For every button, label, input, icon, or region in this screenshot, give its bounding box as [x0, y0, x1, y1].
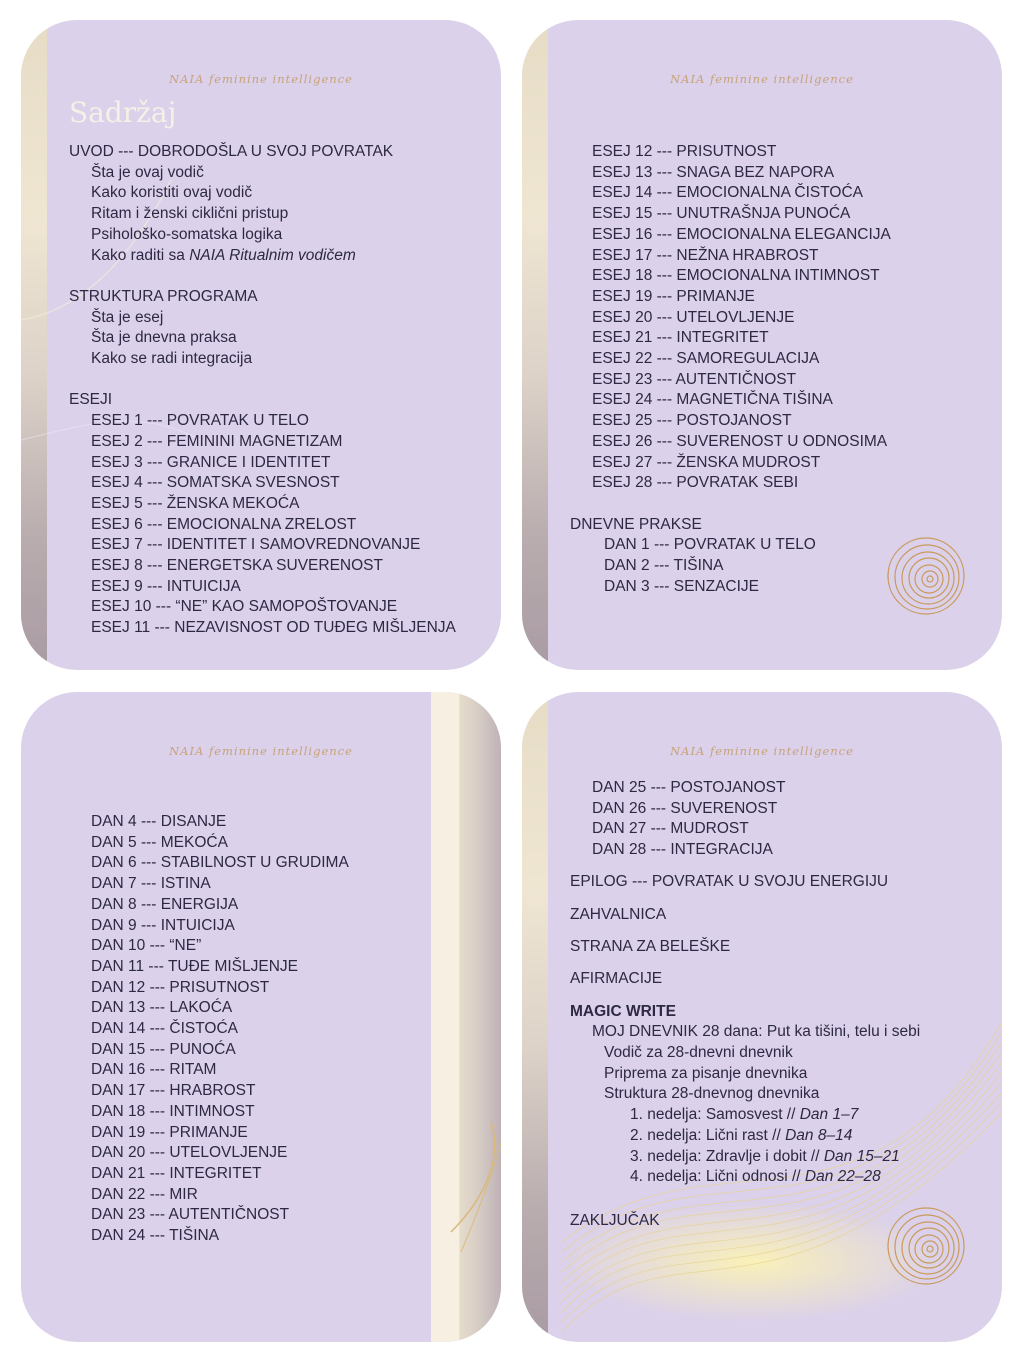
toc-entry: Kako koristiti ovaj vodič [91, 184, 253, 202]
toc-entry: ESEJ 18 --- EMOCIONALNA INTIMNOST [592, 267, 880, 285]
toc-entry: 3. nedelja: Zdravlje i dobit // Dan 15–21 [630, 1147, 900, 1165]
naia-spiral-logo [886, 532, 966, 632]
toc-entry: Kako raditi sa NAIA Ritualnim vodičem [91, 246, 356, 264]
toc-entry: DAN 8 --- ENERGIJA [91, 895, 239, 913]
toc-entry: DAN 15 --- PUNOĆA [91, 1040, 236, 1058]
toc-entry: ESEJ 19 --- PRIMANJE [592, 287, 755, 305]
naia-spiral-logo [886, 1202, 966, 1302]
toc-entry: 4. nedelja: Lični odnosi // Dan 22–28 [630, 1168, 881, 1186]
brand-header: NAIA feminine intelligence [169, 744, 353, 758]
toc-entry: ESEJ 11 --- NEZAVISNOST OD TUĐEG MIŠLJENJA [91, 619, 456, 637]
brand-header: NAIA feminine intelligence [169, 72, 353, 86]
toc-card-4 [522, 692, 1002, 1342]
toc-entry: DAN 3 --- SENZACIJE [604, 577, 760, 595]
toc-entry: ESEJ 27 --- ŽENSKA MUDROST [592, 453, 821, 471]
decorative-strip [522, 20, 548, 670]
toc-entry: ESEJ 4 --- SOMATSKA SVESNOST [91, 474, 340, 492]
toc-entry: EPILOG --- POVRATAK U SVOJU ENERGIJU [570, 873, 889, 891]
toc-entry: ESEJ 14 --- EMOCIONALNA ČISTOĆA [592, 184, 864, 202]
toc-entry: MAGIC WRITE [570, 1002, 676, 1020]
page-title: Sadržaj [69, 96, 177, 129]
toc-entry: ESEJ 20 --- UTELOVLJENJE [592, 308, 795, 326]
toc-entry: DAN 2 --- TIŠINA [604, 557, 724, 574]
toc-entry: DAN 10 --- “NE” [91, 937, 202, 955]
toc-entry: Priprema za pisanje dnevnika [604, 1064, 808, 1082]
toc-entry: DAN 18 --- INTIMNOST [91, 1102, 255, 1120]
toc-entry: DAN 13 --- LAKOĆA [91, 999, 233, 1017]
toc-entry: STRANA ZA BELEŠKE [570, 938, 731, 955]
toc-entry: 1. nedelja: Samosvest // Dan 1–7 [630, 1106, 859, 1124]
toc-entry: ZAHVALNICA [570, 905, 667, 923]
toc-entry: ESEJ 12 --- PRISUTNOST [592, 143, 777, 160]
toc-entry: ESEJ 26 --- SUVERENOST U ODNOSIMA [592, 432, 888, 450]
toc-entry: ESEJ 21 --- INTEGRITET [592, 329, 769, 347]
toc-entry-italic: Dan 8–14 [785, 1126, 853, 1144]
toc-entry: DAN 17 --- HRABROST [91, 1082, 256, 1100]
toc-entry: DAN 14 --- ČISTOĆA [91, 1020, 238, 1037]
toc-entry: DAN 28 --- INTEGRACIJA [592, 841, 773, 859]
toc-entry: DAN 21 --- INTEGRITET [91, 1164, 262, 1182]
toc-entry: STRUKTURA PROGRAMA [69, 287, 258, 305]
toc-entry: Šta je esej [91, 308, 164, 326]
toc-entry: ESEJ 3 --- GRANICE I IDENTITET [91, 453, 331, 471]
toc-entry: ESEJ 13 --- SNAGA BEZ NAPORA [592, 163, 835, 181]
toc-entry: ESEJ 24 --- MAGNETIČNA TIŠINA [592, 391, 833, 409]
toc-entry: DAN 19 --- PRIMANJE [91, 1123, 248, 1141]
toc-entry: DAN 26 --- SUVERENOST [592, 799, 778, 817]
toc-entry: DAN 5 --- MEKOĆA [91, 833, 228, 851]
toc-entry: DAN 1 --- POVRATAK U TELO [604, 536, 816, 554]
toc-entry: ESEJ 8 --- ENERGETSKA SUVERENOST [91, 557, 383, 574]
toc-entry: ESEJ 7 --- IDENTITET I SAMOVREDNOVANJE [91, 536, 421, 554]
toc-entry: ZAKLJUČAK [570, 1212, 660, 1230]
toc-entry: DAN 25 --- POSTOJANOST [592, 779, 786, 796]
brand-header: NAIA feminine intelligence [670, 744, 854, 758]
toc-entry: DAN 12 --- PRISUTNOST [91, 978, 270, 996]
toc-entry: DAN 9 --- INTUICIJA [91, 916, 235, 934]
toc-entry: ESEJ 10 --- “NE” KAO SAMOPOŠTOVANJE [91, 598, 398, 616]
toc-entry: DAN 4 --- DISANJE [91, 813, 227, 830]
toc-entry: Ritam i ženski ciklični pristup [91, 205, 289, 223]
toc-entry: ESEJI [69, 391, 113, 409]
toc-entry: DAN 24 --- TIŠINA [91, 1227, 220, 1244]
toc-entry: ESEJ 5 --- ŽENSKA MEKOĆA [91, 494, 300, 512]
toc-card-3 [21, 692, 501, 1342]
toc-entry: ESEJ 6 --- EMOCIONALNA ZRELOST [91, 515, 357, 533]
toc-entry: ESEJ 1 --- POVRATAK U TELO [91, 412, 309, 430]
toc-entry: DAN 11 --- TUĐE MIŠLJENJE [91, 957, 298, 975]
toc-entry: MOJ DNEVNIK 28 dana: Put ka tišini, telu i sebi [592, 1023, 921, 1041]
toc-entry: Struktura 28-dnevnog dnevnika [604, 1085, 820, 1103]
toc-entry: DAN 27 --- MUDROST [592, 820, 749, 838]
toc-entry: ESEJ 17 --- NEŽNA HRABROST [592, 246, 819, 264]
brand-header: NAIA feminine intelligence [670, 72, 854, 86]
toc-entry: Vodič za 28-dnevni dnevnik [604, 1044, 793, 1061]
toc-entry-italic: Dan 15–21 [823, 1147, 900, 1165]
toc-entry: Šta je ovaj vodič [91, 163, 204, 181]
toc-card-2 [522, 20, 1002, 670]
toc-entry: Šta je dnevna praksa [91, 329, 237, 347]
toc-entry: ESEJ 28 --- POVRATAK SEBI [592, 474, 799, 492]
toc-entry: DAN 20 --- UTELOVLJENJE [91, 1144, 288, 1162]
toc-entry: AFIRMACIJE [570, 970, 663, 988]
toc-entry: ESEJ 2 --- FEMININI MAGNETIZAM [91, 432, 343, 450]
toc-entry-italic: Dan 22–28 [804, 1168, 881, 1186]
toc-entry: DAN 6 --- STABILNOST U GRUDIMA [91, 854, 349, 872]
toc-entry: DAN 23 --- AUTENTIČNOST [91, 1206, 290, 1224]
toc-entry: DAN 16 --- RITAM [91, 1061, 217, 1079]
toc-entry: 2. nedelja: Lični rast // Dan 8–14 [630, 1126, 853, 1144]
toc-entry: DAN 22 --- MIR [91, 1185, 198, 1203]
toc-entry: DNEVNE PRAKSE [570, 515, 702, 533]
toc-entry: ESEJ 23 --- AUTENTIČNOST [592, 370, 797, 388]
toc-entry: ESEJ 16 --- EMOCIONALNA ELEGANCIJA [592, 225, 891, 243]
toc-entry: UVOD --- DOBRODOŠLA U SVOJ POVRATAK [69, 143, 394, 160]
toc-entry: ESEJ 9 --- INTUICIJA [91, 577, 241, 595]
toc-entry: ESEJ 15 --- UNUTRAŠNJA PUNOĆA [592, 205, 851, 223]
toc-entry: Kako se radi integracija [91, 350, 253, 367]
toc-card-1 [21, 20, 501, 670]
toc-entry: Psihološko-somatska logika [91, 225, 283, 243]
toc-entry: ESEJ 22 --- SAMOREGULACIJA [592, 350, 820, 367]
toc-entry-italic: Dan 1–7 [799, 1106, 859, 1124]
toc-entry-italic: NAIA Ritualnim vodičem [189, 246, 356, 264]
toc-entry: ESEJ 25 --- POSTOJANOST [592, 412, 792, 430]
toc-entry: DAN 7 --- ISTINA [91, 875, 211, 893]
